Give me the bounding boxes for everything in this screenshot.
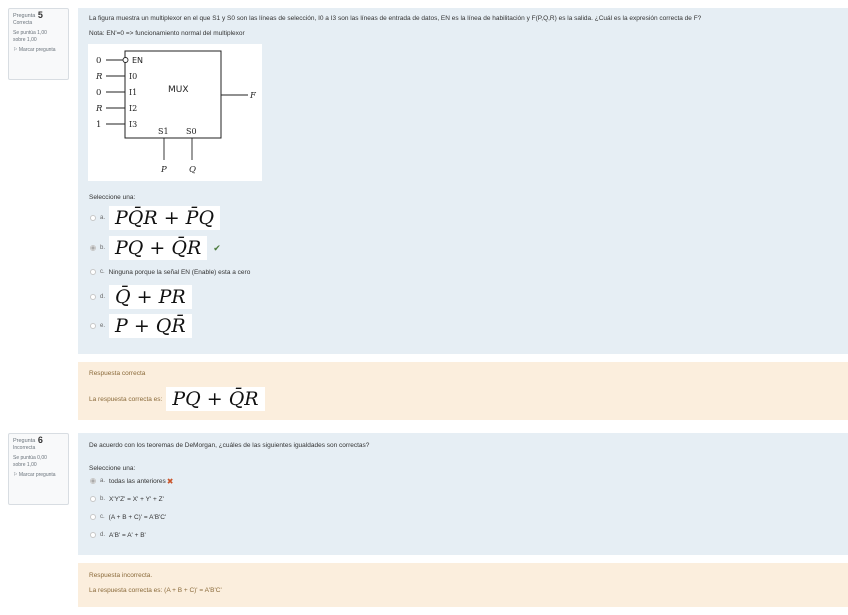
flag-icon: ⚐ xyxy=(13,472,18,478)
pin-label-s1: S1 xyxy=(158,127,169,136)
q6-select-label: Seleccione una: xyxy=(89,465,136,472)
q6-mark-line1: Se puntúa 0,00 xyxy=(13,455,47,461)
q5-option-e-formula: P + QR̄ xyxy=(109,314,192,338)
q5-option-c[interactable] xyxy=(90,266,250,278)
check-icon: ✔ xyxy=(213,242,221,253)
pin-label-i0: I0 xyxy=(129,72,138,81)
q6-option-c-text: (A + B + C)' = A'B'C' xyxy=(108,513,167,521)
q5-option-e-radio[interactable] xyxy=(90,323,96,329)
q5-select-label: Seleccione una: xyxy=(89,194,136,201)
output-label: F xyxy=(250,91,256,101)
q5-feedback-title: Respuesta correcta xyxy=(89,370,146,377)
q6-option-b-radio[interactable] xyxy=(90,496,96,502)
pin-label-en: EN xyxy=(132,56,144,65)
q5-option-b[interactable] xyxy=(90,236,221,260)
q5-option-d-radio[interactable] xyxy=(90,294,96,300)
q5-info-box xyxy=(8,8,69,80)
q6-number: Pregunta 6 xyxy=(13,435,43,445)
q6-flag-link[interactable]: ⚐ Marcar pregunta xyxy=(13,472,56,478)
q5-option-a-letter: a. xyxy=(100,215,106,221)
q5-option-d[interactable] xyxy=(90,285,192,309)
q6-mark-line2: sobre 1,00 xyxy=(13,462,37,468)
select-label-q: Q xyxy=(189,165,196,175)
pin-label-i3: I3 xyxy=(129,120,138,129)
q6-option-d-text: A'B' = A' + B' xyxy=(109,531,146,539)
input-value-i2: R xyxy=(96,104,103,114)
q6-feedback-title: Respuesta incorrecta. xyxy=(89,572,153,579)
q6-option-b-letter: b. xyxy=(100,496,106,502)
q5-option-d-formula: Q̄ + PR xyxy=(109,285,192,309)
flag-icon: ⚐ xyxy=(13,47,18,53)
q6-option-d-letter: d. xyxy=(100,532,106,538)
input-value-i0: R xyxy=(96,72,103,82)
q6-info-box xyxy=(8,433,69,505)
q6-state: Incorrecta xyxy=(13,445,36,451)
q5-flag-link[interactable]: ⚐ Marcar pregunta xyxy=(13,47,56,53)
q5-right-answer xyxy=(89,387,265,411)
q6-option-c-radio[interactable] xyxy=(90,514,96,520)
q6-option-b[interactable] xyxy=(90,493,164,505)
q6-option-d[interactable] xyxy=(90,529,146,541)
en-bubble xyxy=(123,58,128,63)
q5-option-b-letter: b. xyxy=(100,245,106,251)
q5-right-answer-prefix: La respuesta correcta es: xyxy=(89,395,163,403)
q6-option-a-radio[interactable] xyxy=(90,478,96,484)
q5-option-e-letter: e. xyxy=(100,323,106,329)
input-value-en: 0 xyxy=(96,56,102,66)
mux-diagram xyxy=(88,44,262,181)
q5-feedback xyxy=(78,362,848,420)
q6-formulation xyxy=(78,433,848,555)
q5-right-answer-formula: PQ + Q̄R xyxy=(166,387,264,411)
select-label-p: P xyxy=(161,165,167,175)
q6-option-a[interactable] xyxy=(90,475,173,487)
q6-option-a-letter: a. xyxy=(100,478,106,484)
cross-icon: ✖ xyxy=(166,476,174,486)
input-value-i1: 0 xyxy=(96,88,102,98)
q5-option-a-formula: PQ̄R + P̄Q xyxy=(109,206,220,230)
q5-option-b-formula: PQ + Q̄R xyxy=(109,236,207,260)
q5-mark-line2: sobre 1,00 xyxy=(13,37,37,43)
pin-label-i2: I2 xyxy=(129,104,138,113)
q6-option-b-text: X'Y'Z' = X' + Y' + Z' xyxy=(109,495,164,503)
input-value-i3: 1 xyxy=(96,120,102,130)
q5-note: Nota: EN'=0 => funcionamiento normal del multiplexor xyxy=(89,30,245,37)
pin-label-s0: S0 xyxy=(186,127,197,136)
q5-option-a[interactable] xyxy=(90,206,220,230)
pin-label-i1: I1 xyxy=(129,88,138,97)
q5-option-c-radio[interactable] xyxy=(90,269,96,275)
mux-diagram-svg xyxy=(88,44,262,181)
q5-mark-line1: Se puntúa 1,00 xyxy=(13,30,47,36)
mux-block-label: MUX xyxy=(168,85,189,95)
q6-right-answer: La respuesta correcta es: (A + B + C)' = A'B'C' xyxy=(89,587,222,594)
q5-option-e[interactable] xyxy=(90,314,192,338)
q5-option-c-letter: c. xyxy=(100,269,105,275)
q6-option-a-text: todas las anteriores xyxy=(109,477,166,485)
q5-option-b-radio[interactable] xyxy=(90,245,96,251)
q5-state: Correcta xyxy=(13,20,33,26)
q6-feedback xyxy=(78,563,848,607)
q5-question-text: La figura muestra un multiplexor en el que S1 y S0 son las líneas de selección, I0 a I3 son las líneas de entrada de datos, EN es la línea de habilitación y F(P,Q,R) es la salida. ¿Cuál es la expresión correcta de F? xyxy=(89,15,702,22)
q6-option-d-radio[interactable] xyxy=(90,532,96,538)
q5-number: Pregunta 5 xyxy=(13,10,43,20)
q6-question-text: De acuerdo con los teoremas de DeMorgan, ¿cuáles de las siguientes igualdades son correctas? xyxy=(89,442,370,449)
q5-option-d-letter: d. xyxy=(100,294,106,300)
q5-option-c-text: Ninguna porque la señal EN (Enable) esta a cero xyxy=(108,268,251,276)
q5-option-a-radio[interactable] xyxy=(90,215,96,221)
q6-option-c-letter: c. xyxy=(100,514,105,520)
q6-option-c[interactable] xyxy=(90,511,166,523)
